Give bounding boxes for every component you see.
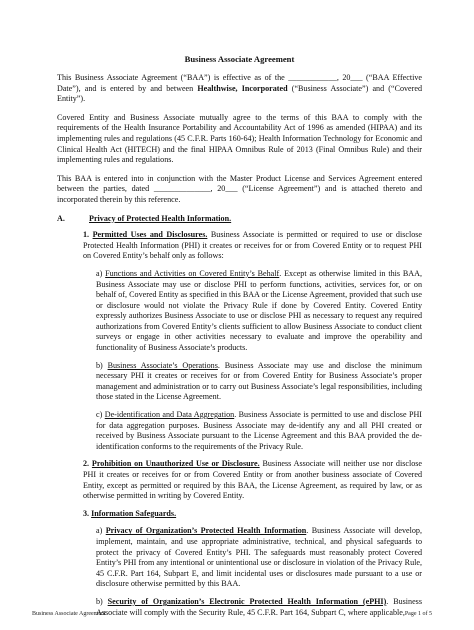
item-3-number: 3. (83, 508, 90, 518)
item-1c-heading: De-identification and Data Aggregation (104, 410, 235, 420)
item-1b-paragraph (96, 361, 422, 403)
item-2-text: Business Associate will neither use nor disclose PHI it creates or receives for or from Covered Entity or from another business associate of Covered Entity, except as permitted or required by this BAA, the License Agreement, as required by law, or as otherwise permitted in writing by Covered Entity. (83, 459, 423, 501)
document-title: Business Associate Agreement (184, 54, 295, 64)
item-3b-text: . Business Associate will comply with the Security Rule, 45 C.F.R. Part 164, Subpart C, where applicable, (96, 596, 422, 617)
item-1c-paragraph (96, 410, 422, 452)
item-1b-text: . Business Associate may use and disclose the minimum necessary PHI it creates or receives for or from Covered Entity for Business Associate’s proper management and administration or to carry out Business Associate’s legal responsibilities, including those stated in the License Agreement. (96, 360, 422, 402)
section-a-title: Privacy of Protected Health Information. (89, 213, 232, 223)
item-1c-text: . Business Associate is permitted to use and disclose PHI for data aggregation purposes. Business Associate may de-identify any and all PHI created or received by Business Associate pursuant to the License Agreement and this BAA provided the de-identification conforms to the requirements of the Privacy Rule. (96, 410, 422, 451)
item-3a-label: a) (96, 526, 103, 536)
item-1a-text: . Except as otherwise limited in this BAA, Business Associate may use or disclose PHI to perform functions, activities, services for, or on behalf of, Covered Entity as specified in this BAA or the License Agreement, provided that such use or disclosure would not violate the Privacy Rule if done by Covered Entity. Covered Entity expressly authorizes Business Associate to use or disclose PHI as necessary to request any required authorizations from Covered Entity’s clients sufficient to allow Business Associate to conduct client surveys or engage in other activities necessary to evaluate and improve the operability and functionality of Business Associate’s products. (96, 268, 422, 353)
item-1b-heading: Business Associate’s Operations (107, 360, 218, 370)
intro-text: This Business Associate Agreement (“BAA”) is effective as of the ____________, 20___ (“BAA Effective Date”), and is entered by and between (57, 73, 422, 93)
item-3a-heading: Privacy of Organization’s Protected Health Information (105, 526, 307, 536)
item-2-heading: Prohibition on Unauthorized Use or Disclosure. (91, 459, 260, 469)
item-3b-label: b) (96, 596, 103, 606)
item-2-number: 2. (83, 459, 90, 469)
item-3a-paragraph (96, 526, 422, 590)
item-3-heading: Information Safeguards. (91, 508, 177, 518)
item-3b-heading: Security of Organization’s Electronic Protected Health Information (ePHI) (107, 596, 387, 606)
footer-page-number: Page 1 of 5 (404, 611, 432, 617)
intro-paragraph-3: This BAA is entered into in conjunction with the Master Product License and Services Agreement entered between the parties, dated ______________, 20___ (“License Agreement”) and is attached thereto and incorporated therein by this reference. (57, 173, 422, 204)
item-1a-paragraph (96, 269, 422, 354)
intro-tail: (“Business Associate”) and (“Covered Entity”). (57, 83, 422, 104)
item-1-paragraph (83, 230, 422, 262)
page-footer (32, 610, 432, 618)
item-1-heading: Permitted Uses and Disclosures. (92, 230, 208, 240)
item-1a-label: a) (96, 268, 103, 278)
footer-document-name: Business Associate Agreement (32, 611, 106, 617)
section-a-number: A. (57, 213, 65, 223)
intro-paragraph-2: Covered Entity and Business Associate mutually agree to the terms of this BAA to comply with the requirements of the Health Insurance Portability and Accountability Act of 1996 as amended (HIPAA) and its implementing rules and regulations (45 C.F.R. Parts 160-64); Health Information Technology for Economic and Clinical Health Act (HITECH) and the final HIPAA Omnibus Rule of 2013 (Final Omnibus Rule) and their implementing rules and regulations. (57, 112, 422, 165)
item-1c-label: c) (96, 410, 103, 420)
item-2-paragraph (83, 459, 422, 501)
section-a-heading (57, 214, 422, 225)
item-1-number: 1. (83, 230, 90, 240)
item-1-text: Business Associate is permitted or required to use or disclose Protected Health Information (PHI) it creates or receives for or from Covered Entity or to request PHI on Covered Entity’s behalf only as follows: (83, 230, 422, 261)
item-1b-label: b) (96, 360, 103, 370)
item-1a-heading: Functions and Activities on Covered Entity’s Behalf (105, 268, 280, 278)
intro-paragraph-1 (57, 73, 422, 105)
item-3a-text: . Business Associate will develop, implement, maintain, and use appropriate administrative, technical, and physical safeguards to protect the privacy of Covered Entity’s PHI. The safeguards must reasonably protect Covered Entity’s PHI from any intentional or unintentional use or disclosure in violation of the Privacy Rule, 45 C.F.R. Part 164, Subpart E, and limit incidental uses or disclosures made pursuant to a use or disclosure otherwise permitted by this BAA. (96, 526, 422, 589)
party-name: Healthwise, Incorporated (197, 83, 288, 93)
item-3-paragraph (83, 509, 422, 520)
